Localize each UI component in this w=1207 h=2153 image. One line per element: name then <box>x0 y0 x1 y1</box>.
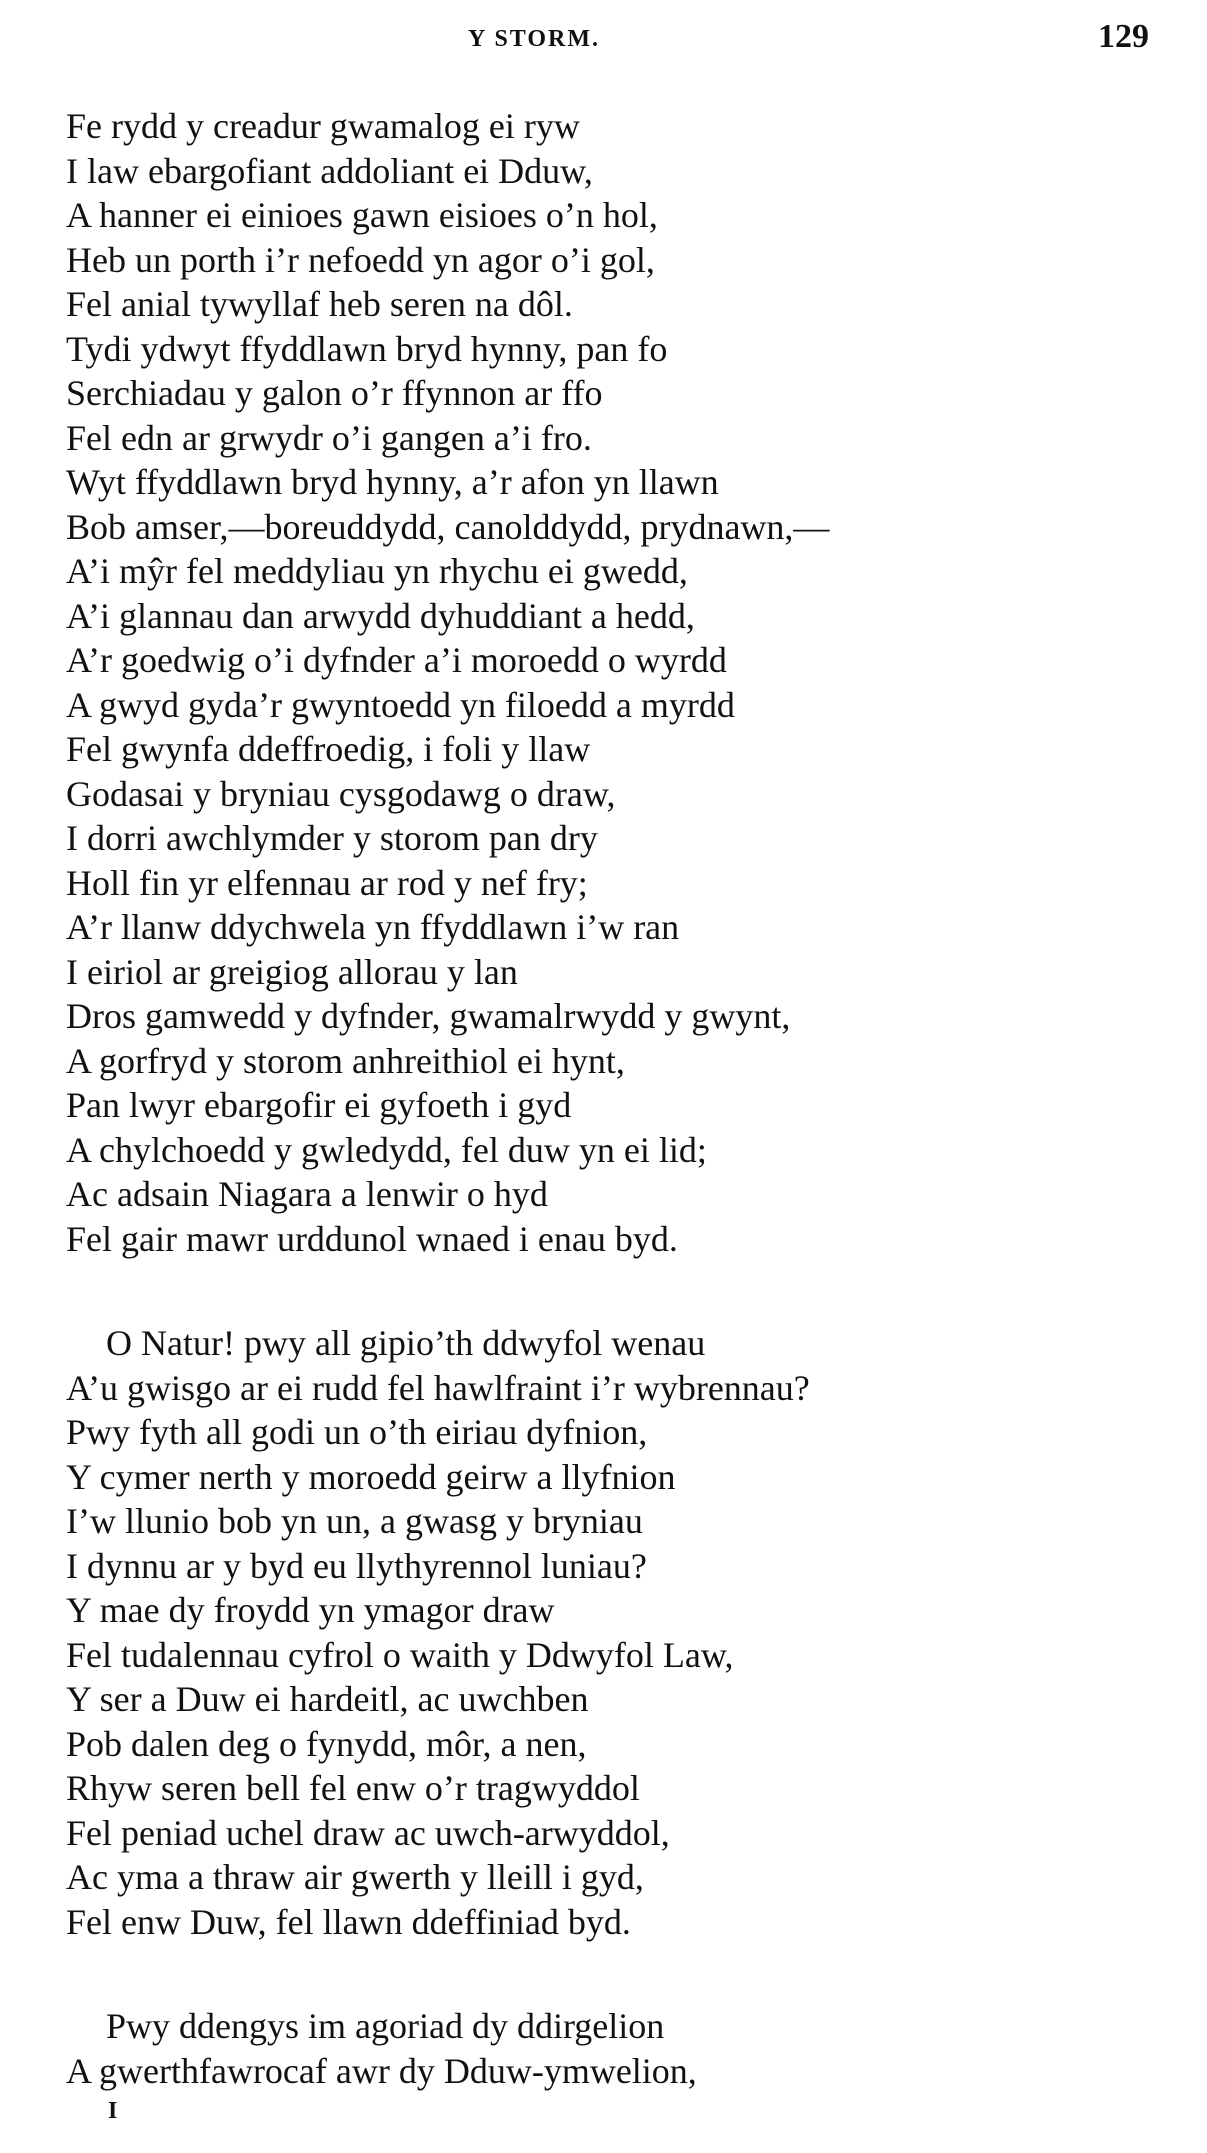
poem-line: A’u gwisgo ar ei rudd fel hawlfraint i’r wybrennau? <box>66 1367 810 1408</box>
running-title: Y STORM. <box>468 26 601 52</box>
poem-line: Bob amser,—boreuddydd, canolddydd, prydnawn,— <box>66 506 830 547</box>
poem-line: Y cymer nerth y moroedd geirw a llyfnion <box>66 1456 676 1497</box>
signature-mark: I <box>108 2098 118 2124</box>
poem-line: Fel tudalennau cyfrol o waith y Ddwyfol Law, <box>66 1634 734 1675</box>
poem-line: I eiriol ar greigiog allorau y lan <box>66 951 518 992</box>
page-number: 129 <box>1098 18 1149 55</box>
poem-line: Y ser a Duw ei hardeitl, ac uwchben <box>66 1679 589 1719</box>
poem-line: Pob dalen deg o fynydd, môr, a nen, <box>66 1723 587 1764</box>
poem-line: I’w llunio bob yn un, a gwasg y bryniau <box>66 1501 643 1541</box>
poem-line: I dorri awchlymder y storom pan dry <box>66 818 598 858</box>
poem-line: I dynnu ar y byd eu llythyrennol luniau? <box>66 1545 647 1586</box>
stanza-1 <box>66 104 1186 1261</box>
poem-line: Serchiadau y galon o’r ffynnon ar ffo <box>66 373 603 413</box>
poem-line: Tydi ydwyt ffyddlawn bryd hynny, pan fo <box>66 328 668 369</box>
poem-line: Pan lwyr ebargofir ei gyfoeth i gyd <box>66 1085 572 1125</box>
poem-line: A’i mŷr fel meddyliau yn rhychu ei gwedd, <box>66 551 688 591</box>
poem-line: Fel gair mawr urddunol wnaed i enau byd. <box>66 1218 678 1259</box>
poem-line: A’r llanw ddychwela yn ffyddlawn i’w ran <box>66 907 680 947</box>
poem-line: Rhyw seren bell fel enw o’r tragwyddol <box>66 1768 640 1808</box>
poem-line: A chylchoedd y gwledydd, fel duw yn ei lid; <box>66 1129 707 1170</box>
poem-text <box>66 104 1186 2153</box>
poem-line: A gorfryd y storom anhreithiol ei hynt, <box>66 1040 625 1081</box>
stanza-3 <box>66 2004 1186 2093</box>
poem-line: Ac yma a thraw air gwerth y lleill i gyd, <box>66 1857 644 1897</box>
poem-line: Fel gwynfa ddeffroedig, i foli y llaw <box>66 729 591 769</box>
poem-line: Fel enw Duw, fel llawn ddeffiniad byd. <box>66 1901 631 1942</box>
poem-line: Pwy fyth all godi un o’th eiriau dyfnion, <box>66 1412 648 1452</box>
poem-line: Fe rydd y creadur gwamalog ei ryw <box>66 106 580 146</box>
poem-line: Holl fin yr elfennau ar rod y nef fry; <box>66 862 588 903</box>
poem-line: A gwyd gyda’r gwyntoedd yn filoedd a myrdd <box>66 684 735 725</box>
poem-line: Y mae dy froydd yn ymagor draw <box>66 1590 555 1630</box>
stanza-2 <box>66 1321 1186 1944</box>
poem-line: Pwy ddengys im agoriad dy ddirgelion <box>106 2006 665 2046</box>
poem-line: Godasai y bryniau cysgodawg o draw, <box>66 773 616 814</box>
poem-line: Dros gamwedd y dyfnder, gwamalrwydd y gwynt, <box>66 996 791 1036</box>
poem-line: Fel anial tywyllaf heb seren na dôl. <box>66 284 573 324</box>
poem-line: Wyt ffyddlawn bryd hynny, a’r afon yn llawn <box>66 462 719 502</box>
poem-line: Fel edn ar grwydr o’i gangen a’i fro. <box>66 417 592 458</box>
poem-line: Fel peniad uchel draw ac uwch-arwyddol, <box>66 1812 670 1853</box>
poem-line: I law ebargofiant addoliant ei Dduw, <box>66 150 593 191</box>
poem-line: A’i glannau dan arwydd dyhuddiant a hedd, <box>66 595 695 636</box>
poem-line: O Natur! pwy all gipio’th ddwyfol wenau <box>106 1323 706 1363</box>
poem-line: A’r goedwig o’i dyfnder a’i moroedd o wyrdd <box>66 640 727 680</box>
running-head <box>0 18 1207 62</box>
poem-line: A hanner ei einioes gawn eisioes o’n hol, <box>66 195 658 235</box>
poem-line: A gwerthfawrocaf awr dy Dduw-ymwelion, <box>66 2050 697 2091</box>
poem-line: Heb un porth i’r nefoedd yn agor o’i gol, <box>66 239 655 280</box>
poem-line: Ac adsain Niagara a lenwir o hyd <box>66 1174 548 1214</box>
